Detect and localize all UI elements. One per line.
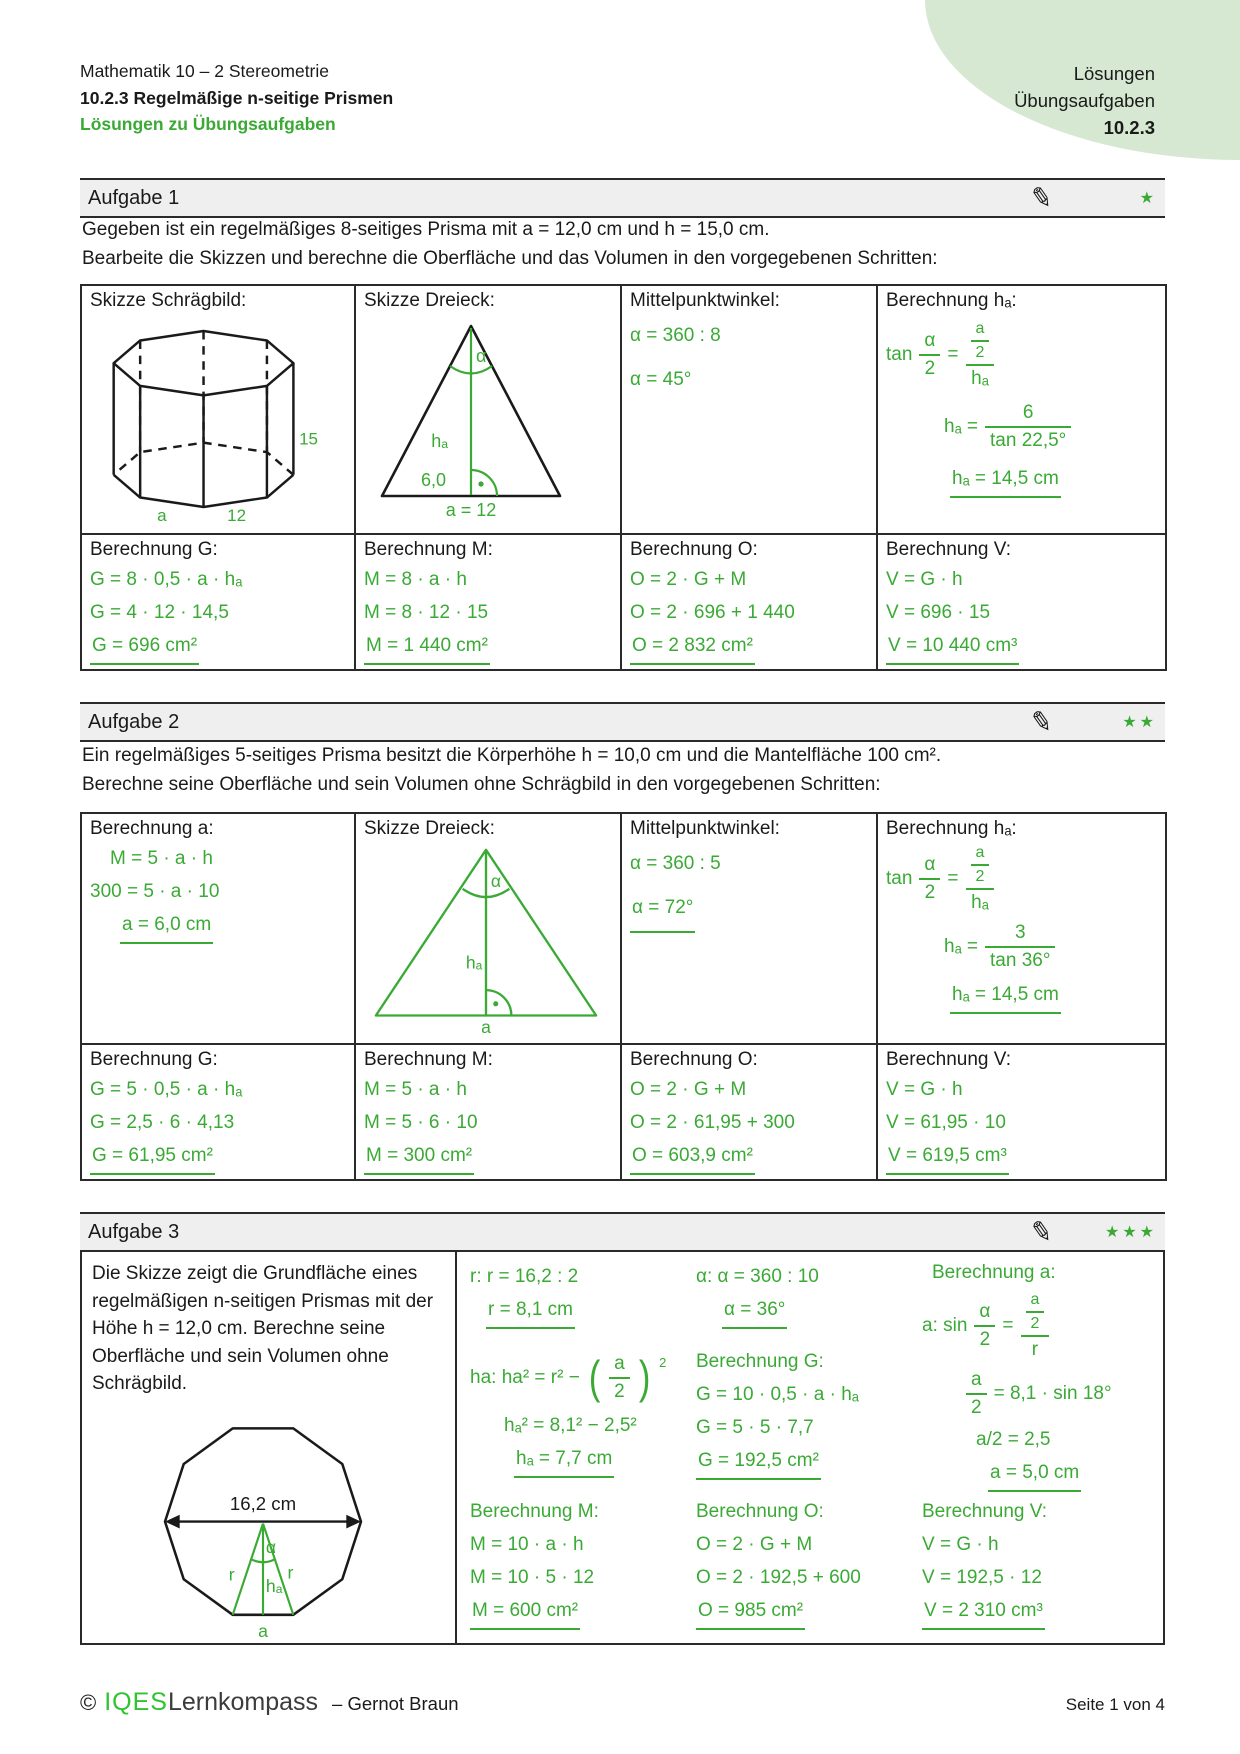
task1-bar xyxy=(80,178,1165,218)
o-title: Berechnung O: xyxy=(696,1501,824,1522)
task1-intro xyxy=(82,216,1167,273)
corner-line2: Übungsaufgaben xyxy=(1014,90,1155,111)
task1-intro-line1: Gegeben ist ein regelmäßiges 8-seitiges Prisma mit a = 12,0 cm und h = 15,0 cm. xyxy=(82,219,770,240)
task3-col-r xyxy=(470,1260,692,1478)
v-result-line: V = 2 310 cm³ xyxy=(922,1594,1169,1630)
task2-cell-v xyxy=(877,1044,1166,1180)
cell-title: Mittelpunktwinkel: xyxy=(630,818,780,839)
o-result-line: O = 2 832 cm² xyxy=(630,629,868,665)
v-title: Berechnung V: xyxy=(922,1501,1047,1522)
pencil-icon: ✎ xyxy=(1028,180,1056,215)
difficulty-stars: ★★★ xyxy=(1104,1224,1157,1241)
o-result-line: O = 603,9 cm² xyxy=(630,1139,868,1175)
cell-title: Berechnung O: xyxy=(630,1049,758,1070)
task2-intro-line1: Ein regelmäßiges 5-seitiges Prisma besitzt die Körperhöhe h = 10,0 cm und die Mantelfläche 100 cm². xyxy=(82,745,942,766)
task2-bar xyxy=(80,702,1165,742)
task3-description: Die Skizze zeigt die Grundfläche eines regelmäßigen n-seitigen Prismas mit der Höhe h = 12,0 cm. Berechne seine Oberfläche und sein Volumen ohne Schrägbild. xyxy=(92,1263,434,1394)
task3-content-box xyxy=(80,1252,1165,1645)
ha-equation xyxy=(944,922,1157,972)
triangle-alpha-label: α xyxy=(476,346,487,366)
v-line2: V = 192,5 · 12 xyxy=(922,1567,1042,1588)
cell-title: Skizze Dreieck: xyxy=(364,818,495,839)
decagon-alpha-label: α xyxy=(265,1536,277,1557)
ha-fraction: $\frac{3}{\tan 36^\circ}$ xyxy=(985,922,1055,972)
v-line2: V = 696 · 15 xyxy=(886,602,991,623)
triangle-base-label: a = 12 xyxy=(445,500,497,520)
task2-intro-line2: Berechne seine Oberfläche und sein Volumen ohne Schrägbild in den vorgegebenen Schritten: xyxy=(82,773,881,795)
a-result-line: a = 5,0 cm xyxy=(988,1456,1169,1492)
task3-col-alpha-g xyxy=(696,1260,926,1480)
copyright-icon: © xyxy=(80,1690,97,1715)
m-line2: M = 8 · 12 · 15 xyxy=(364,602,489,623)
winkel-line1: α = 360 : 8 xyxy=(630,325,721,346)
task2-cell-dreieck xyxy=(355,813,621,1044)
o-line2: O = 2 · 61,95 + 300 xyxy=(630,1112,795,1133)
task2-cell-o xyxy=(621,1044,877,1180)
cell-title: Berechnung V: xyxy=(886,539,1011,560)
m-result-line: M = 300 cm² xyxy=(364,1139,612,1175)
ha-equation xyxy=(944,402,1157,452)
a-half-equation xyxy=(966,1369,1169,1419)
r-line1: r: r = 16,2 : 2 xyxy=(470,1266,579,1287)
o-line2: O = 2 · 192,5 + 600 xyxy=(696,1567,861,1588)
g-line2: G = 2,5 · 6 · 4,13 xyxy=(90,1112,235,1133)
task1-table xyxy=(80,284,1167,671)
cell-title: Berechnung O: xyxy=(630,539,758,560)
equals: = xyxy=(947,868,959,889)
winkel-line1: α = 360 : 5 xyxy=(630,853,721,874)
g-line1: G = 5 · 0,5 · a · hₐ xyxy=(90,1079,243,1100)
ha-fraction: $\frac{6}{\tan 22,5^\circ}$ xyxy=(985,402,1071,452)
cell-title: Berechnung V: xyxy=(886,1049,1011,1070)
prism-height-label: 15 xyxy=(299,429,319,449)
task2-cell-m xyxy=(355,1044,621,1180)
corner-line3: 10.2.3 xyxy=(1103,117,1155,138)
alpha-result-line: α = 36° xyxy=(722,1293,926,1329)
a-half-rhs: = 8,1 · sin 18° xyxy=(993,1383,1112,1404)
decagon-r-left-label: r xyxy=(228,1563,235,1584)
logo-iqes: IQES xyxy=(104,1688,168,1716)
m-line1: M = 10 · a · h xyxy=(470,1534,584,1555)
task1-cell-m xyxy=(355,534,621,670)
a-half-fraction: $\frac{a}{2}$ xyxy=(966,1369,987,1419)
cell-title: Berechnung a: xyxy=(90,818,214,839)
equals: = xyxy=(1002,1315,1014,1336)
triangle-ha-label: hₐ xyxy=(431,431,448,451)
v-result-line: V = 619,5 cm³ xyxy=(886,1139,1157,1175)
alpha-half-fraction: $\frac{\alpha}{2}$ xyxy=(919,854,940,904)
triangle-60-label: 6,0 xyxy=(420,470,446,490)
task3-bar xyxy=(80,1212,1165,1252)
decagon-ha-label: hₐ xyxy=(265,1575,283,1596)
m-line2: M = 5 · 6 · 10 xyxy=(364,1112,478,1133)
cell-title: Berechnung M: xyxy=(364,539,493,560)
corner-line1: Lösungen xyxy=(1073,63,1155,84)
winkel-result-line: α = 72° xyxy=(630,886,868,933)
ha-prefix: ha: ha² = r² − xyxy=(470,1367,580,1388)
a-title: Berechnung a: xyxy=(932,1262,1056,1283)
footer xyxy=(80,1688,1165,1717)
o-line1: O = 2 · G + M xyxy=(630,569,747,590)
pencil-icon: ✎ xyxy=(1028,1214,1056,1249)
v-line1: V = G · h xyxy=(886,1079,963,1100)
v-line1: V = G · h xyxy=(922,1534,999,1555)
task1-cell-g xyxy=(81,534,355,670)
r-result-line: r = 8,1 cm xyxy=(486,1293,692,1329)
ha-result-line: hₐ = 14,5 cm xyxy=(950,978,1157,1014)
tan-equation xyxy=(886,844,1157,914)
g-result-line: G = 61,95 cm² xyxy=(90,1139,346,1175)
cell-title: Mittelpunktwinkel: xyxy=(630,290,780,311)
ha-lhs: hₐ = xyxy=(944,416,979,437)
task3-left-cell xyxy=(82,1252,457,1643)
task3-col-a xyxy=(922,1256,1169,1492)
ha-lhs: hₐ = xyxy=(944,936,979,957)
winkel-line2: α = 45° xyxy=(630,369,692,390)
green-triangle-sketch xyxy=(364,842,608,1034)
a-half-over-ha-fraction: $\frac{\frac{a}{2}}{\text{hₐ}}$ xyxy=(966,320,995,390)
g-line1: G = 10 · 0,5 · a · hₐ xyxy=(696,1384,859,1405)
squared-exponent: 2 xyxy=(659,1354,667,1370)
ha-result-line: hₐ = 7,7 cm xyxy=(514,1442,692,1478)
octagonal-prism-sketch xyxy=(90,314,336,524)
tan-label: tan xyxy=(886,868,913,889)
tan-label: tan xyxy=(886,344,913,365)
m-line2: M = 10 · 5 · 12 xyxy=(470,1567,595,1588)
o-result-line: O = 985 cm² xyxy=(696,1594,926,1630)
m-line1: M = 5 · a · h xyxy=(364,1079,467,1100)
corner-text xyxy=(1014,60,1155,141)
cell-title: Skizze Schrägbild: xyxy=(90,290,247,311)
task1-cell-dreieck xyxy=(355,285,621,534)
cell-title: Berechnung M: xyxy=(364,1049,493,1070)
decagon-width-label: 16,2 cm xyxy=(229,1492,297,1514)
m-result-line: M = 1 440 cm² xyxy=(364,629,612,665)
task1-cell-o xyxy=(621,534,877,670)
v-line2: V = 61,95 · 10 xyxy=(886,1112,1006,1133)
m-title: Berechnung M: xyxy=(470,1501,599,1522)
task2-cell-winkel xyxy=(621,813,877,1044)
task2-table xyxy=(80,812,1167,1181)
difficulty-stars: ★★ xyxy=(1122,714,1157,731)
header-subtitle: Lösungen zu Übungsaufgaben xyxy=(80,114,336,134)
tan-equation xyxy=(886,320,1157,390)
m-line1: M = 8 · a · h xyxy=(364,569,467,590)
decagon-r-right-label: r xyxy=(287,1561,294,1582)
sin-equation xyxy=(922,1291,1169,1361)
o-line1: O = 2 · G + M xyxy=(696,1534,813,1555)
g-line2: G = 5 · 5 · 7,7 xyxy=(696,1417,814,1438)
a-half-fraction: $\frac{a}{2}$ xyxy=(609,1353,630,1403)
task3-col-v xyxy=(922,1495,1169,1630)
ha-result-line: hₐ = 14,5 cm xyxy=(950,462,1157,498)
cell-title: Berechnung G: xyxy=(90,1049,218,1070)
task2-cell-a xyxy=(81,813,355,1044)
g-result-line: G = 192,5 cm² xyxy=(696,1444,926,1480)
task1-intro-line2: Bearbeite die Skizzen und berechne die Oberfläche und das Volumen in den vorgegebenen Schritten: xyxy=(82,247,938,269)
footer-author: – Gernot Braun xyxy=(332,1693,459,1714)
task1-title: Aufgabe 1 xyxy=(88,186,180,209)
ha-squared-equation xyxy=(470,1353,692,1403)
v-result-line: V = 10 440 cm³ xyxy=(886,629,1157,665)
triangle-sketch xyxy=(364,314,578,521)
cell-title: Berechnung G: xyxy=(90,539,218,560)
header-course: Mathematik 10 – 2 Stereometrie xyxy=(80,61,330,81)
cell-title: Skizze Dreieck: xyxy=(364,290,495,311)
v-line1: V = G · h xyxy=(886,569,963,590)
o-line2: O = 2 · 696 + 1 440 xyxy=(630,602,795,623)
a-result-line: a = 6,0 cm xyxy=(120,908,346,944)
cell-title: Berechnung hₐ: xyxy=(886,818,1017,839)
task3-col-m xyxy=(470,1495,692,1630)
alpha-half-fraction: $\frac{\alpha}{2}$ xyxy=(919,330,940,380)
g-title: Berechnung G: xyxy=(696,1351,824,1372)
a-half-over-ha-fraction: $\frac{\frac{a}{2}}{\text{hₐ}}$ xyxy=(966,844,995,914)
g-line1: G = 8 · 0,5 · a · hₐ xyxy=(90,569,243,590)
decagon-sketch xyxy=(98,1404,428,1649)
task2-cell-ha xyxy=(877,813,1166,1044)
decagon-a-label: a xyxy=(258,1620,268,1641)
triangle-base-label: a xyxy=(481,1017,491,1034)
header xyxy=(80,58,393,138)
a-line2: 300 = 5 · a · 10 xyxy=(90,881,220,902)
triangle-alpha-label: α xyxy=(490,870,502,891)
logo-lernkompass: Lernkompass xyxy=(167,1688,319,1716)
task2-title: Aufgabe 2 xyxy=(88,710,180,733)
alpha-half-fraction: $\frac{\alpha}{2}$ xyxy=(974,1301,995,1351)
o-line1: O = 2 · G + M xyxy=(630,1079,747,1100)
a-line1: M = 5 · a · h xyxy=(110,848,213,869)
a-line3: a/2 = 2,5 xyxy=(976,1429,1051,1450)
task2-intro xyxy=(82,742,1167,799)
difficulty-stars: ★ xyxy=(1139,190,1157,207)
g-line2: G = 4 · 12 · 14,5 xyxy=(90,602,229,623)
equals: = xyxy=(947,344,959,365)
task3-col-o xyxy=(696,1495,926,1630)
ha-line2: hₐ² = 8,1² − 2,5² xyxy=(504,1415,637,1436)
task1-cell-winkel xyxy=(621,285,877,534)
g-result-line: G = 696 cm² xyxy=(90,629,346,665)
m-result-line: M = 600 cm² xyxy=(470,1594,692,1630)
task1-cell-v xyxy=(877,534,1166,670)
close-paren: ) xyxy=(638,1351,651,1404)
alpha-line1: α: α = 360 : 10 xyxy=(696,1266,819,1287)
task3-title: Aufgabe 3 xyxy=(88,1220,180,1243)
a-half-over-r-fraction: $\frac{\frac{a}{2}}{r}$ xyxy=(1021,1291,1050,1361)
cell-title: Berechnung hₐ: xyxy=(886,290,1017,311)
open-paren: ( xyxy=(588,1351,601,1404)
page-number: Seite 1 von 4 xyxy=(1065,1695,1165,1714)
header-chapter: 10.2.3 Regelmäßige n-seitige Prismen xyxy=(80,87,394,108)
prism-a-label: a xyxy=(157,506,167,524)
pencil-icon: ✎ xyxy=(1028,704,1056,739)
task2-cell-g xyxy=(81,1044,355,1180)
triangle-ha-label: hₐ xyxy=(465,952,483,973)
task1-cell-schraegbild xyxy=(81,285,355,534)
sin-prefix: a: sin xyxy=(922,1315,968,1336)
prism-12-label: 12 xyxy=(227,506,247,524)
task1-cell-ha xyxy=(877,285,1166,534)
